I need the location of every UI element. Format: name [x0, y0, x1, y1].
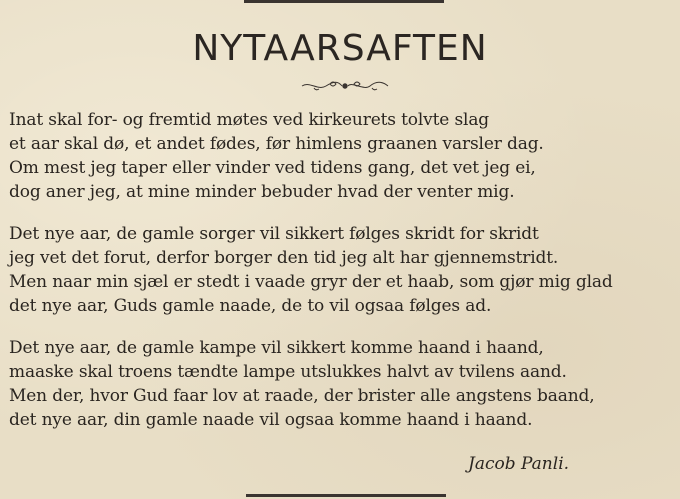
poem-line: det nye aar, Guds gamle naade, de to vil ogsaa følges ad.: [9, 296, 492, 316]
poem-line: jeg vet det forut, derfor borger den tid jeg alt har gjennemstridt.: [9, 248, 559, 268]
poem-line: et aar skal dø, et andet fødes, før himlens graanen varsler dag.: [9, 134, 544, 154]
poem-line: Men der, hvor Gud faar lov at raade, der brister alle angstens baand,: [9, 386, 595, 406]
poem-line: det nye aar, din gamle naade vil ogsaa komme haand i haand.: [9, 410, 533, 430]
poem-line: Det nye aar, de gamle kampe vil sikkert komme haand i haand,: [9, 338, 544, 358]
bottom-rule: [246, 494, 446, 497]
top-rule: [244, 0, 444, 3]
stanza-2: [9, 222, 677, 318]
poem-line: Det nye aar, de gamle sorger vil sikkert følges skridt for skridt: [9, 224, 539, 244]
author-signature: Jacob Panli.: [468, 454, 570, 474]
poem-line: Inat skal for- og fremtid møtes ved kirkeurets tolvte slag: [9, 110, 490, 130]
poem-body: [9, 108, 677, 450]
poem-line: dog aner jeg, at mine minder bebuder hvad der venter mig.: [9, 182, 515, 202]
ornament-flourish: [300, 78, 390, 94]
poem-line: maaske skal troens tændte lampe utslukkes halvt av tvilens aand.: [9, 362, 567, 382]
stanza-3: [9, 336, 677, 432]
stanza-1: [9, 108, 677, 204]
poem-title: NYTAARSAFTEN: [192, 28, 488, 69]
poem-line: Om mest jeg taper eller vinder ved tidens gang, det vet jeg ei,: [9, 158, 536, 178]
poem-line: Men naar min sjæl er stedt i vaade gryr der et haab, som gjør mig glad: [9, 272, 613, 292]
